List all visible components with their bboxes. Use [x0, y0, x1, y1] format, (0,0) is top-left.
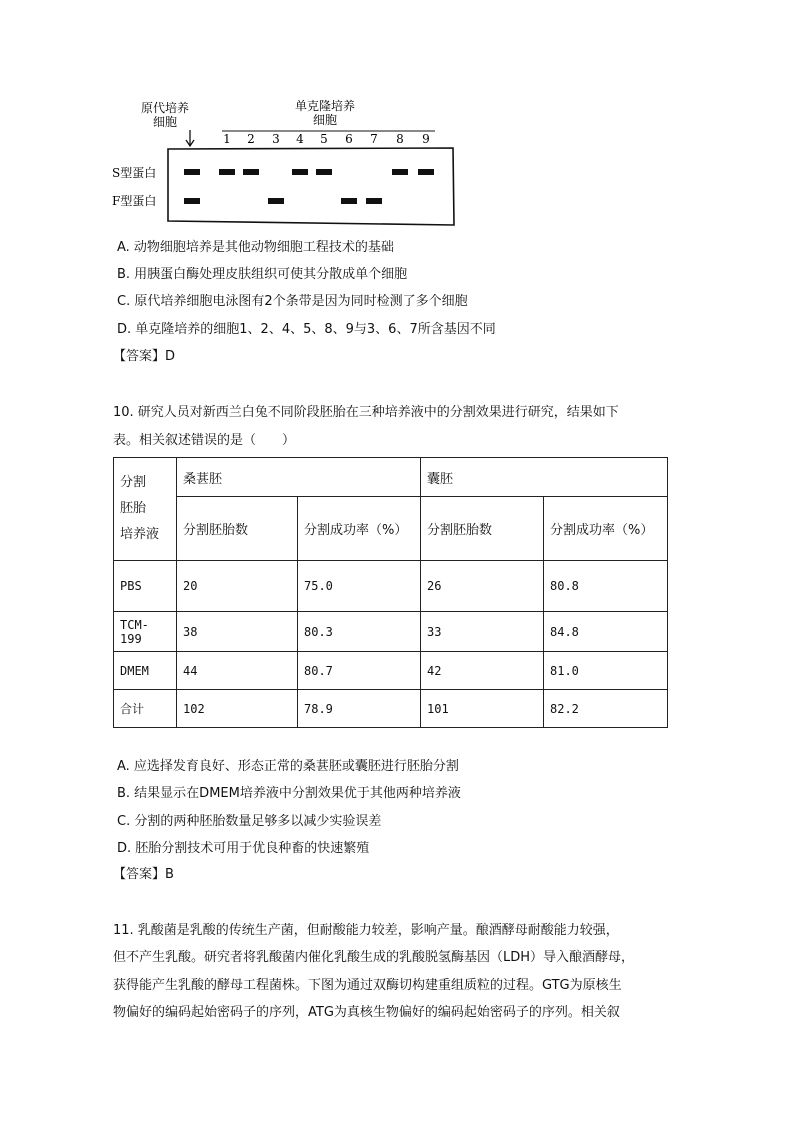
subheader: 分割成功率（%） — [544, 497, 668, 561]
down-arrow-icon — [186, 130, 194, 146]
table-row — [114, 561, 668, 612]
s-band — [418, 169, 434, 175]
table-cell: 26 — [421, 561, 544, 612]
lane-label: 5 — [320, 132, 328, 146]
lane-label: 4 — [296, 132, 304, 146]
table-cell: 80.7 — [298, 652, 421, 690]
s-band — [184, 169, 200, 175]
s-protein-label: S型蛋白 — [112, 166, 157, 180]
table-row — [114, 652, 668, 690]
table-cell: 78.9 — [298, 690, 421, 728]
table-cell: 33 — [421, 612, 544, 652]
q11-line-2: 但不产生乳酸。研究者将乳酸菌内催化乳酸生成的乳酸脱氢酶基因（LDH）导入酿酒酵母， — [113, 950, 635, 965]
lane-label: 2 — [247, 132, 255, 146]
gel-frame — [168, 148, 454, 225]
q10-option-c: C. 分割的两种胚胎数量足够多以减少实验误差 — [117, 814, 382, 829]
table-cell: PBS — [114, 561, 177, 612]
f-band — [341, 198, 357, 204]
q11-line-4: 物偏好的编码起始密码子的序列，ATG为真核生物偏好的编码起始密码子的序列。相关叙 — [113, 1005, 620, 1020]
f-protein-label: F型蛋白 — [112, 194, 157, 208]
results-table — [113, 457, 668, 728]
q10-option-a: A. 应选择发育良好、形态正常的桑葚胚或囊胚进行胚胎分割 — [117, 759, 459, 774]
table-cell: 101 — [421, 690, 544, 728]
q9-option-a: A. 动物细胞培养是其他动物细胞工程技术的基础 — [117, 240, 394, 255]
table-cell: 80.3 — [298, 612, 421, 652]
monoclonal-label: 单克隆培养 — [294, 99, 356, 113]
table-cell: 84.8 — [544, 612, 668, 652]
table-cell: 81.0 — [544, 652, 668, 690]
q10-option-b: B. 结果显示在DMEM培养液中分割效果优于其他两种培养液 — [117, 786, 461, 801]
lane-label: 3 — [272, 132, 280, 146]
table-cell: 44 — [177, 652, 298, 690]
q9-option-b: B. 用胰蛋白酶处理皮肤组织可使其分散成单个细胞 — [117, 267, 408, 282]
corner-header: 分割 胚胎 培养液 — [114, 458, 177, 561]
table-cell: 42 — [421, 652, 544, 690]
table-row — [114, 612, 668, 652]
q11-line-1: 11. 乳酸菌是乳酸的传统生产菌，但耐酸能力较差，影响产量。酿酒酵母耐酸能力较强， — [113, 923, 619, 938]
lane-label: 6 — [345, 132, 353, 146]
lane-label: 1 — [223, 132, 231, 146]
electrophoresis-figure — [110, 95, 470, 230]
f-band — [366, 198, 382, 204]
table-cell: 82.2 — [544, 690, 668, 728]
group-morula: 桑葚胚 — [177, 458, 421, 497]
table-cell: DMEM — [114, 652, 177, 690]
f-band — [184, 198, 200, 204]
primary-culture-label-2: 细胞 — [152, 115, 178, 129]
q9-option-c: C. 原代培养细胞电泳图有2个条带是因为同时检测了多个细胞 — [117, 294, 468, 309]
f-band — [268, 198, 284, 204]
table-cell: TCM-199 — [114, 612, 177, 652]
table-cell: 80.8 — [544, 561, 668, 612]
s-band — [243, 169, 259, 175]
q9-answer: 【答案】D — [113, 349, 176, 364]
q10-answer: 【答案】B — [113, 867, 174, 882]
s-band — [392, 169, 408, 175]
subheader: 分割胚胎数 — [421, 497, 544, 561]
table-cell: 38 — [177, 612, 298, 652]
q11-line-3: 获得能产生乳酸的酵母工程菌株。下图为通过双酶切构建重组质粒的过程。GTG为原核生 — [113, 978, 622, 993]
primary-culture-label: 原代培养 — [140, 101, 190, 115]
table-cell: 20 — [177, 561, 298, 612]
q10-stem-1: 10. 研究人员对新西兰白兔不同阶段胚胎在三种培养液中的分割效果进行研究，结果如下 — [113, 405, 619, 420]
lane-label: 7 — [370, 132, 378, 146]
q10-stem-2: 表。相关叙述错误的是（ ） — [113, 433, 296, 448]
monoclonal-label-2: 细胞 — [312, 113, 338, 127]
table-cell: 75.0 — [298, 561, 421, 612]
lane-label: 9 — [422, 132, 430, 146]
table-row — [114, 690, 668, 728]
q9-option-d: D. 单克隆培养的细胞1、2、4、5、8、9与3、6、7所含基因不同 — [117, 322, 496, 337]
s-band — [292, 169, 308, 175]
q10-option-d: D. 胚胎分割技术可用于优良种畜的快速繁殖 — [117, 841, 370, 856]
s-band — [219, 169, 235, 175]
table-cell: 102 — [177, 690, 298, 728]
subheader: 分割胚胎数 — [177, 497, 298, 561]
lane-label: 8 — [396, 132, 404, 146]
s-band — [316, 169, 332, 175]
table-cell: 合计 — [114, 690, 177, 728]
group-blastocyst: 囊胚 — [421, 458, 668, 497]
subheader: 分割成功率（%） — [298, 497, 421, 561]
